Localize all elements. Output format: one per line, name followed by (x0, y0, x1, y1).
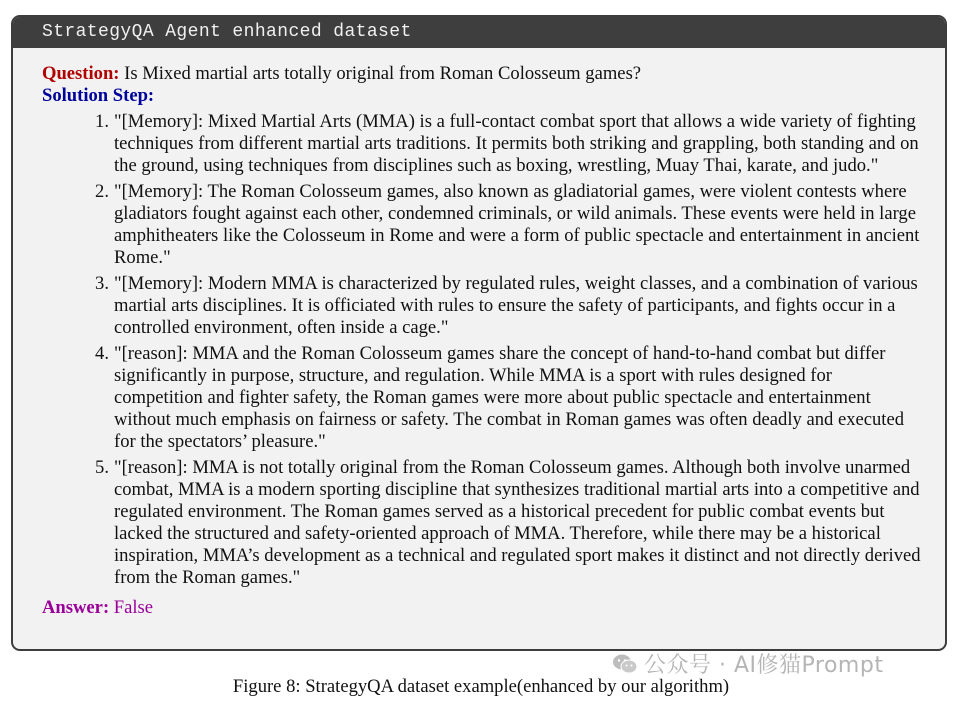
step-text: "[Memory]: The Roman Colosseum games, also known as gladiatorial games, were violent contests where gladiators fought against each other, condemned criminals, or wild animals. These events were held in large amphitheaters like the Colosseum in Rome and were a form of public spectacle and entertainment in ancient Rome." (114, 181, 920, 268)
step-number: 3. (95, 273, 109, 294)
question-text: Is Mixed martial arts totally original from Roman Colosseum games? (124, 63, 642, 84)
step-number: 1. (95, 111, 109, 132)
step-text: "[Memory]: Mixed Martial Arts (MMA) is a full-contact combat sport that allows a wide variety of fighting techniques from different martial arts traditions. It permits both striking and grappling, both standing and on the ground, using techniques from disciplines such as boxing, wrestling, Muay Thai, karate, and judo." (114, 111, 919, 176)
box-content (42, 63, 925, 619)
step-text: "[reason]: MMA is not totally original from the Roman Colosseum games. Although both involve unarmed combat, MMA is a modern sporting discipline that synthesizes traditional martial arts into a competitive and regulated environment. The Roman games served as a historical precedent for public combat events but lacked the structured and safety-oriented approach of MMA. Therefore, while there may be a historical inspiration, MMA’s development as a technical and regulated sport makes it distinct and not directly derived from the Roman games." (114, 457, 921, 588)
example-box (11, 15, 947, 651)
answer-value: False (113, 597, 154, 618)
question-line (42, 63, 925, 85)
step-text: "[reason]: MMA and the Roman Colosseum games share the concept of hand-to-hand combat but differ significantly in purpose, structure, and regulation. While MMA is a sport with rules designed for competition and fighter safety, the Roman games were more about public spectacle and entertainment without much emphasis on fairness or safety. The combat in Roman games was often deadly and executed for the spectators’ pleasure." (114, 343, 905, 452)
watermark (612, 648, 883, 679)
solution-step (42, 343, 925, 453)
question-label: Question: (42, 63, 120, 84)
watermark-text: 公众号 · AI修猫Prompt (644, 653, 884, 678)
figure-caption: Figure 8: StrategyQA dataset example(enhanced by our algorithm) (232, 676, 730, 697)
solution-label: Solution Step: (42, 85, 155, 106)
solution-steps (42, 111, 925, 589)
step-number: 4. (95, 343, 109, 364)
solution-step (42, 457, 925, 589)
step-text: "[Memory]: Modern MMA is characterized by regulated rules, weight classes, and a combination of various martial arts disciplines. It is officiated with rules to ensure the safety of participants, and fights occur in a controlled environment, often inside a cage." (114, 273, 918, 338)
solution-step (42, 273, 925, 339)
answer-label: Answer: (42, 597, 110, 618)
solution-step (42, 111, 925, 177)
answer-line (42, 597, 925, 619)
solution-step (42, 181, 925, 269)
step-number: 2. (95, 181, 109, 202)
box-title: StrategyQA Agent enhanced dataset (13, 17, 945, 48)
step-number: 5. (95, 457, 109, 478)
wechat-icon (612, 653, 638, 675)
